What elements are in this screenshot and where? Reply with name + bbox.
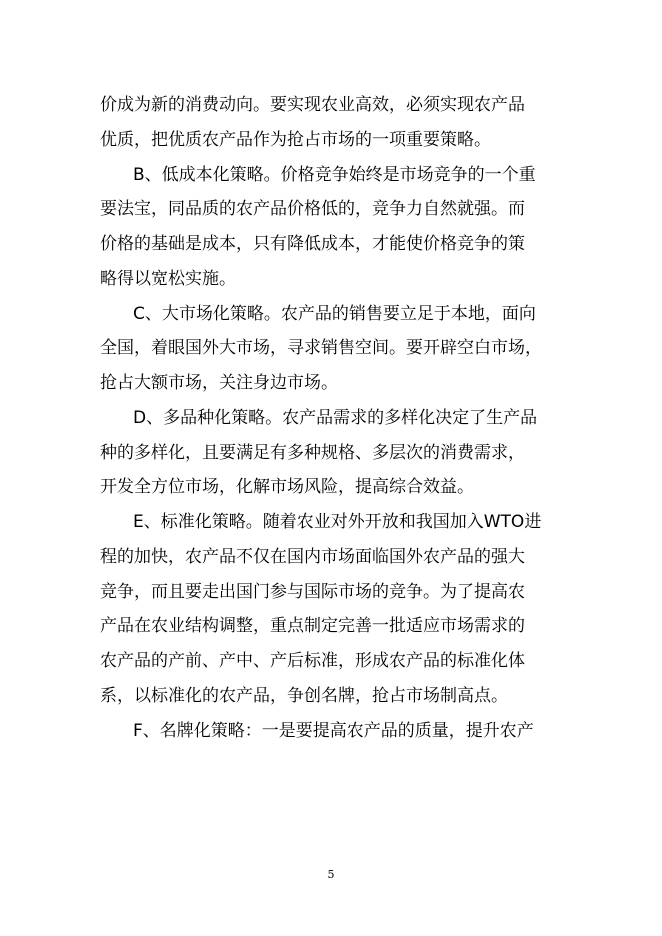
text-line: 农产品的产前、产中、产后标准，形成农产品的标准化体 <box>100 651 525 671</box>
text-line: 产品在农业结构调整，重点制定完善一批适应市场需求的 <box>100 616 525 637</box>
text-line: 系，以标准化的农产品，争创名牌，抢占市场制高点。 <box>100 685 508 706</box>
text-line: 略得以宽松实施。 <box>100 268 236 289</box>
paragraph-e-start: E、标准化策略。随着农业对外开放和我国加入WTO进 <box>133 512 542 532</box>
text-line: 要法宝，同品质的农产品价格低的，竞争力自然就强。而 <box>100 199 525 220</box>
text-line: 种的多样化，且要满足有多种规格、多层次的消费需求， <box>100 442 525 463</box>
text-line: 价格的基础是成本，只有降低成本，才能使价格竞争的策 <box>100 234 525 254</box>
paragraph-b-start: B、低成本化策略。价格竞争始终是市场竞争的一个重 <box>133 164 536 185</box>
text-line: 价成为新的消费动向。要实现农业高效，必须实现农产品 <box>100 95 525 115</box>
text-line: 程的加快，农产品不仅在国内市场面临国外农产品的强大 <box>100 546 525 567</box>
text-line: 优质，把优质农产品作为抢占市场的一项重要策略。 <box>100 129 491 150</box>
paragraph-f-start: F、名牌化策略：一是要提高农产品的质量，提升农产 <box>133 720 534 741</box>
text-line: 全国，着眼国外大市场，寻求销售空间。要开辟空白市场， <box>100 338 542 359</box>
text-line: 开发全方位市场，化解市场风险，提高综合效益。 <box>100 477 474 498</box>
paragraph-d-start: D、多品种化策略。农产品需求的多样化决定了生产品 <box>133 407 538 428</box>
page-number: 5 <box>327 868 335 881</box>
text-line: 抢占大额市场，关注身边市场。 <box>100 373 338 393</box>
paragraph-c-start: C、大市场化策略。农产品的销售要立足于本地，面向 <box>133 303 536 324</box>
body-text <box>100 88 562 748</box>
text-line: 竞争，而且要走出国门参与国际市场的竞争。为了提高农 <box>100 581 525 602</box>
